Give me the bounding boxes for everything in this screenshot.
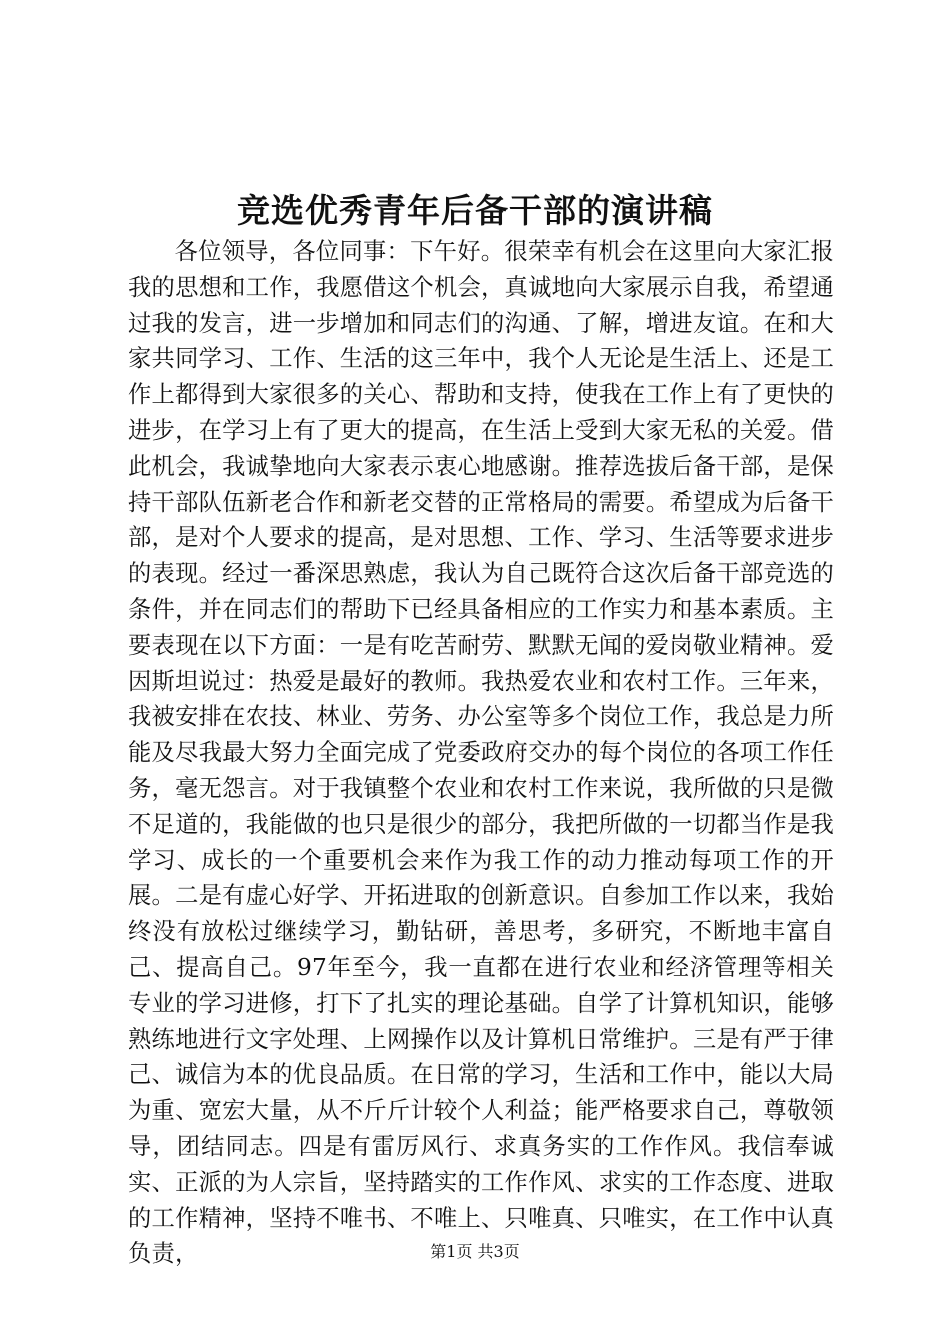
page-number-footer: 第1页 共3页 (430, 1242, 520, 1261)
document-title: 竞选优秀青年后备干部的演讲稿 (237, 191, 713, 230)
document-body: 各位领导，各位同事：下午好。很荣幸有机会在这里向大家汇报我的思想和工作，我愿借这个机会，真诚地向大家展示自我，希望通过我的发言，进一步增加和同志们的沟通、了解，增进友谊。在和大家共同学习、工作、生活的这三年中，我个人无论是生活上、还是工作上都得到大家很多的关心、帮助和支持，使我在工作上有了更快的进步，在学习上有了更大的提高，在生活上受到大家无私的关爱。借此机会，我诚挚地向大家表示衷心地感谢。推荐选拔后备干部，是保持干部队伍新老合作和新老交替的正常格局的需要。希望成为后备干部，是对个人要求的提高，是对思想、工作、学习、生活等要求进步的表现。经过一番深思熟虑，我认为自己既符合这次后备干部竞选的条件，并在同志们的帮助下已经具备相应的工作实力和基本素质。主要表现在以下方面：一是有吃苦耐劳、默默无闻的爱岗敬业精神。爱因斯坦说过：热爱是最好的教师。我热爱农业和农村工作。三年来，我被安排在农技、林业、劳务、办公室等多个岗位工作，我总是力所能及尽我最大努力全面完成了党委政府交办的每个岗位的各项工作任务，毫无怨言。对于我镇整个农业和农村工作来说，我所做的只是微不足道的，我能做的也只是很少的部分，我把所做的一切都当作是我学习、成长的一个重要机会来作为我工作的动力推动每项工作的开展。二是有虚心好学、开拓进取的创新意识。自参加工作以来，我始终没有放松过继续学习，勤钻研，善思考，多研究，不断地丰富自己、提高自己。97年至今，我一直都在进行农业和经济管理等相关专业的学习进修，打下了扎实的理论基础。自学了计算机知识，能够熟练地进行文字处理、上网操作以及计算机日常维护。三是有严于律己、诚信为本的优良品质。在日常的学习，生活和工作中，能以大局为重、宽宏大量，从不斤斤计较个人利益；能严格要求自己，尊敬领导，团结同志。四是有雷厉风行、求真务实的工作作风。我信奉诚实、正派的为人宗旨，坚持踏实的工作作风、求实的工作态度、进取的工作精神，坚持不唯书、不唯上、只唯真、只唯实，在工作中认真负责， (128, 238, 834, 1268)
